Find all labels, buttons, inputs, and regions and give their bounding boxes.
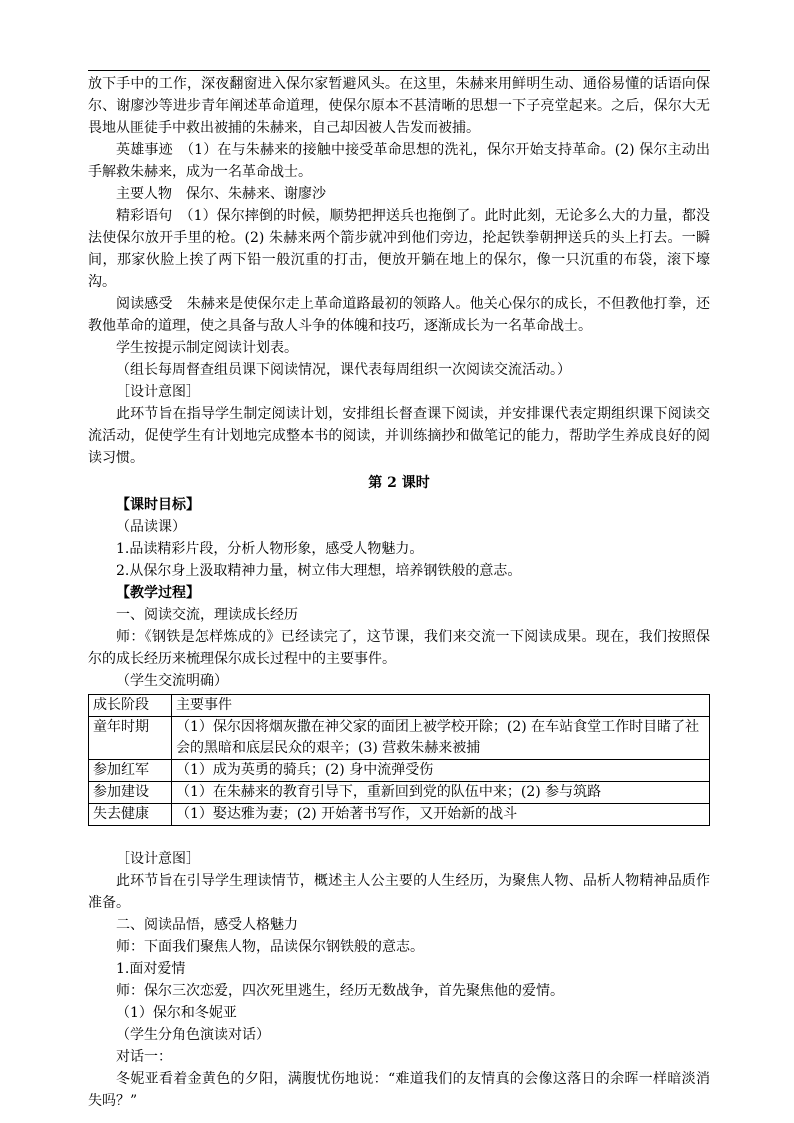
paragraph-reflection: 阅读感受 朱赫来是使保尔走上革命道路最初的领路人。他关心保尔的成长，不但教他打拳，还教他革命的道理，使之具备与敌人斗争的体魄和技巧，逐渐成长为一名革命战士。 <box>88 296 710 334</box>
paragraph-quotes: 精彩语句 （1）保尔摔倒的时候，顺势把押送兵也拖倒了。此时此刻，无论多么大的力量，都没法使保尔放开手里的枪。(2) 朱赫来两个箭步就冲到他们旁边，抡起铁拳朝押送兵的头上打去。一瞬间，那家伙脸上挨了两下铅一般沉重的打击，便放开躺在地上的保尔，像一只沉重的布袋，滚下壕沟。 <box>88 208 710 290</box>
objective-item: 1.品读精彩片段，分析人物形象，感受人物魅力。 <box>116 541 424 557</box>
table-cell-events: （1）娶达雅为妻；(2) 开始著书写作，又开始新的战斗 <box>172 804 710 826</box>
design-intent-text: 此环节旨在指导学生制定阅读计划，安排组长督查课下阅读，并安排课代表定期组织课下阅读交流活动，促使学生有计划地完成整本书的阅读，并训练摘抄和做笔记的能力，帮助学生养成良好的阅读习惯。 <box>88 406 710 466</box>
paragraph-main-characters: 主要人物 保尔、朱赫来、谢廖沙 <box>116 186 326 202</box>
spacer <box>88 826 710 848</box>
section1-title: 一、阅读交流，理读成长经历 <box>116 607 298 623</box>
objectives-type: （品读课） <box>116 519 186 535</box>
section2-line: 1.面对爱情 <box>116 961 186 977</box>
table-cell-stage: 失去健康 <box>89 804 172 826</box>
table-row <box>89 804 710 826</box>
section2-line: （1）保尔和冬妮亚 <box>116 1005 237 1021</box>
growth-stages-table <box>88 694 710 826</box>
table-cell-stage: 参加建设 <box>89 782 172 804</box>
table-cell-stage: 童年时期 <box>89 717 172 760</box>
design-intent-text: 此环节旨在引导学生理读情节，概述主人公主要的人生经历，为聚焦人物、品析人物精神品质作准备。 <box>88 873 710 911</box>
document-page <box>88 70 710 1112</box>
paragraph-heroic-deeds: 英雄事迹 （1）在与朱赫来的接触中接受革命思想的洗礼，保尔开始支持革命。(2) 保尔主动出手解救朱赫来，成为一名革命战士。 <box>88 142 710 180</box>
section1-intro: 师：《钢铁是怎样炼成的》已经读完了，这节课，我们来交流一下阅读成果。现在，我们按照保尔的成长经历来梳理保尔成长过程中的主要事件。 <box>88 629 710 667</box>
section2-line: 师：下面我们聚焦人物，品读保尔钢铁般的意志。 <box>116 939 424 955</box>
paragraph-plan: 学生按提示制定阅读计划表。 <box>116 340 298 356</box>
section2-line: （学生分角色演读对话） <box>116 1027 270 1043</box>
table-cell-events: （1）保尔因将烟灰撒在神父家的面团上被学校开除；(2) 在车站食堂工作时目睹了社会的黑暗和底层民众的艰辛；(3) 营救朱赫来被捕 <box>172 717 710 760</box>
section2-line: 对话一： <box>116 1049 172 1065</box>
objective-item: 2.从保尔身上汲取精神力量，树立伟大理想，培养钢铁般的意志。 <box>116 563 522 579</box>
table-cell-stage: 参加红军 <box>89 760 172 782</box>
table-header-row <box>89 695 710 717</box>
table-header-cell: 成长阶段 <box>89 695 172 717</box>
paragraph-plan-note: （组长每周督查组员课下阅读情况，课代表每周组织一次阅读交流活动。） <box>116 362 571 378</box>
header-rule <box>88 70 710 71</box>
table-row <box>89 717 710 760</box>
table-row <box>89 760 710 782</box>
section2-title: 二、阅读品悟，感受人格魅力 <box>116 917 298 933</box>
design-intent-label: ［设计意图］ <box>116 384 200 400</box>
table-header-cell: 主要事件 <box>172 695 710 717</box>
section2-line: 师：保尔三次恋爱，四次死里逃生，经历无数战争，首先聚焦他的爱情。 <box>116 983 564 999</box>
section2-line: 冬妮亚看着金黄色的夕阳，满腹忧伤地说：“难道我们的友情真的会像这落日的余晖一样暗淡消失吗？” <box>88 1071 710 1109</box>
section1-note: （学生交流明确） <box>116 673 228 689</box>
lesson-title: 第 2 课时 <box>368 475 430 491</box>
table-cell-events: （1）在朱赫来的教育引导下，重新回到党的队伍中来；(2) 参与筑路 <box>172 782 710 804</box>
table-row <box>89 782 710 804</box>
paragraph-continuation: 放下手中的工作，深夜翻窗进入保尔家暂避风头。在这里，朱赫来用鲜明生动、通俗易懂的话语向保尔、谢廖沙等进步青年阐述革命道理，使保尔原本不甚清晰的思想一下子亮堂起来。之后，保尔大无畏地从匪徒手中救出被捕的朱赫来，自己却因被人告发而被捕。 <box>88 76 710 136</box>
table-cell-events: （1）成为英勇的骑兵；(2) 身中流弹受伤 <box>172 760 710 782</box>
design-intent-label: ［设计意图］ <box>116 851 200 867</box>
objectives-heading: 【课时目标】 <box>116 497 200 513</box>
process-heading: 【教学过程】 <box>116 585 200 601</box>
